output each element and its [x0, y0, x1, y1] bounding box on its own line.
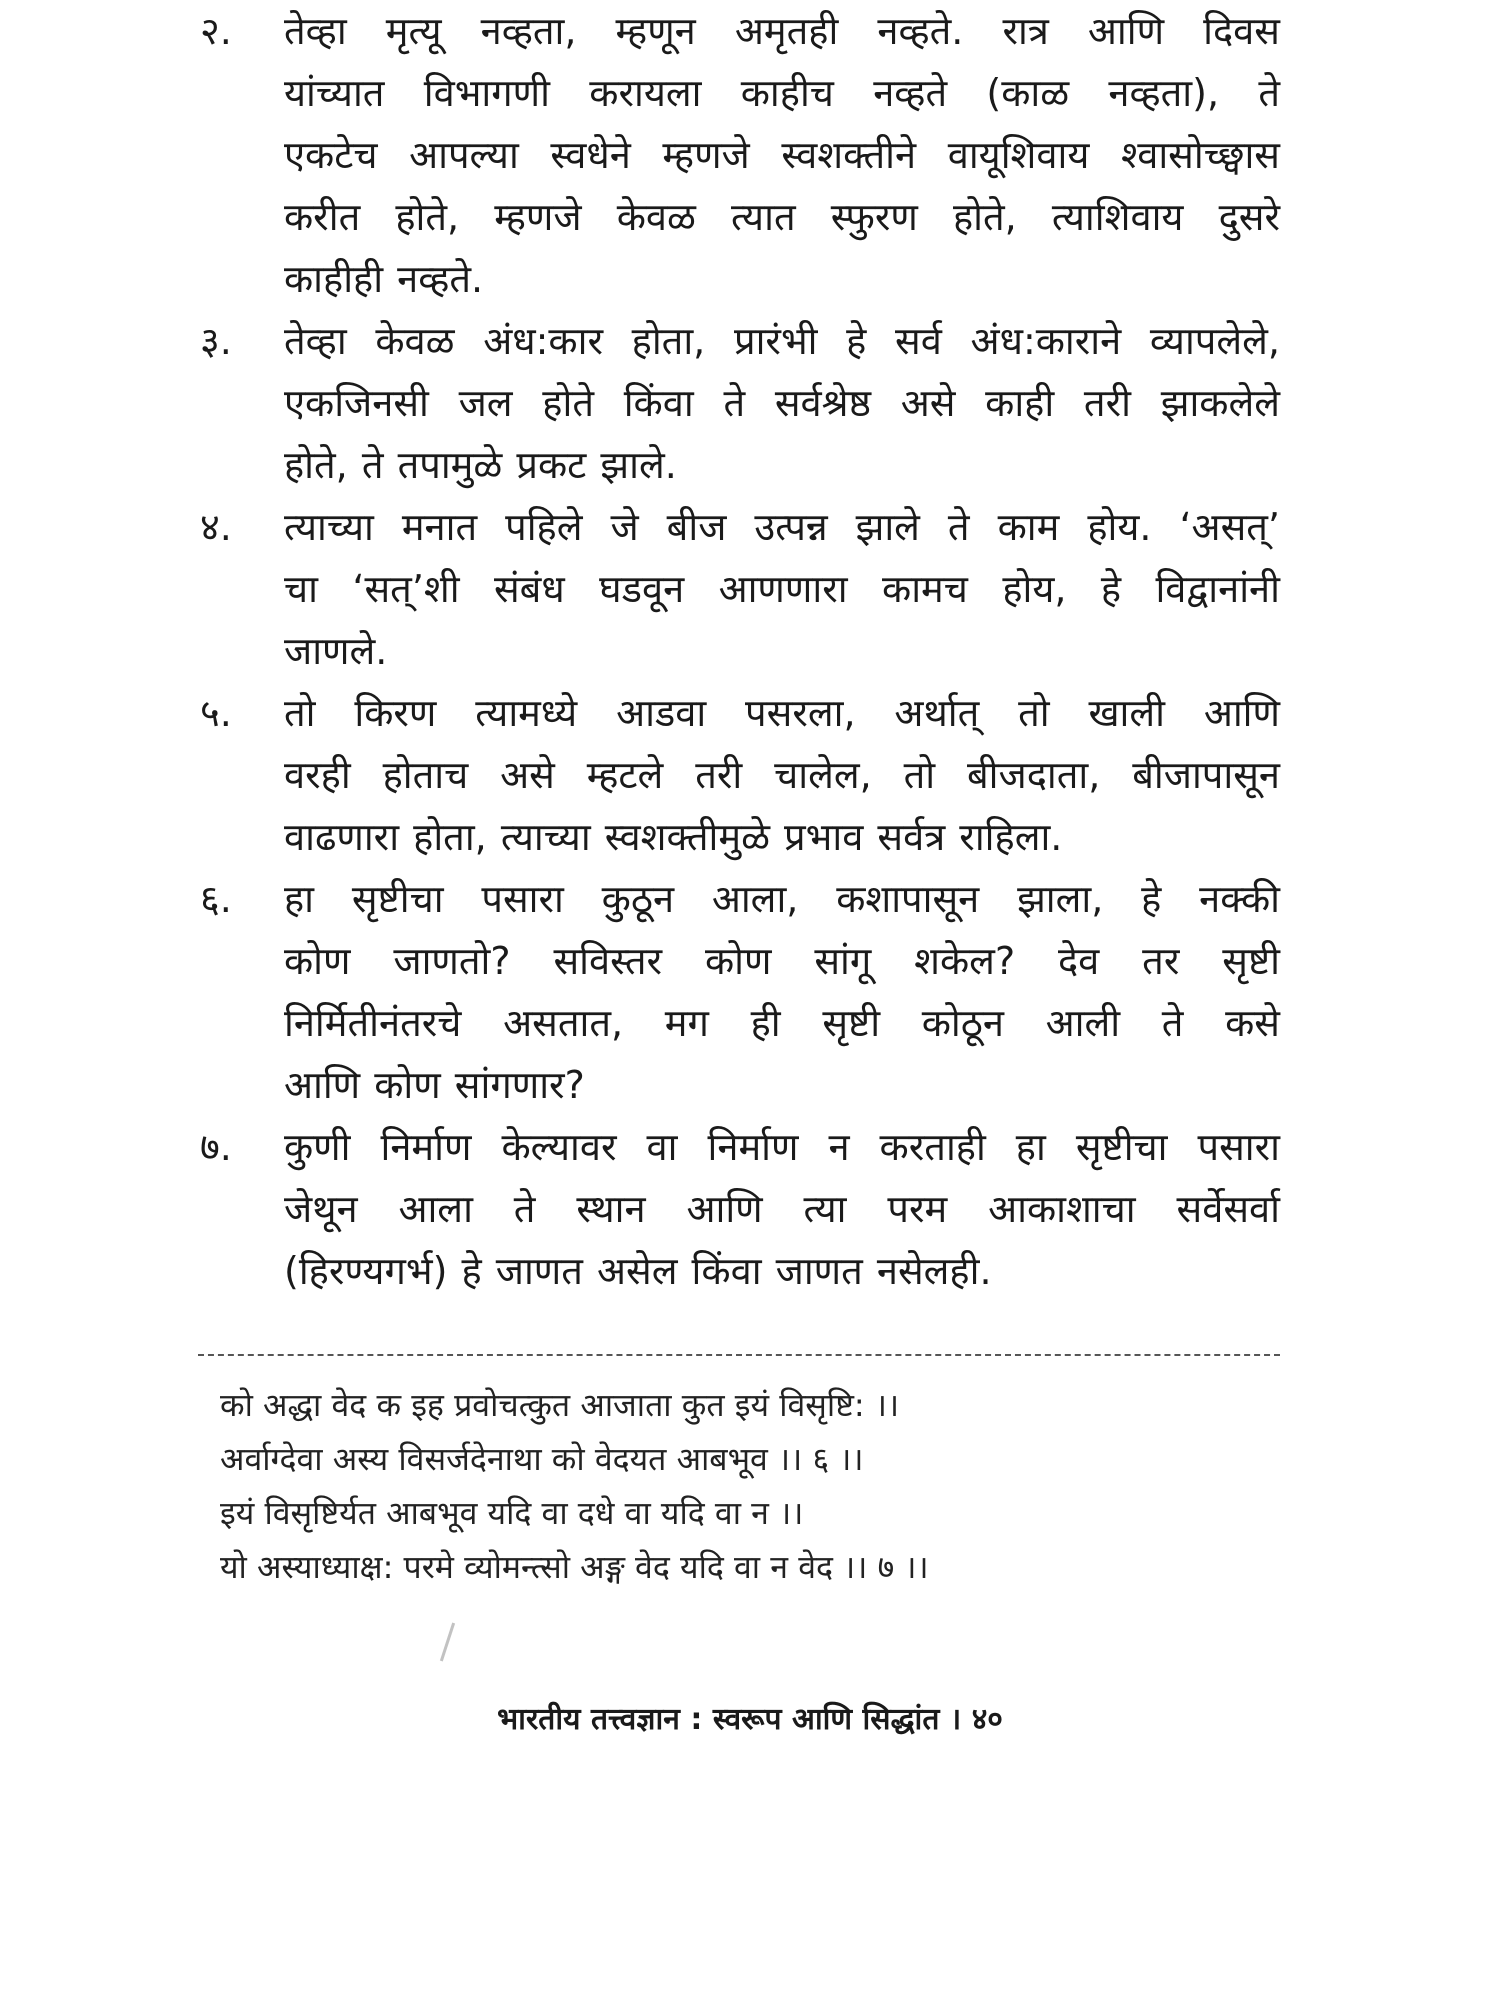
verse-list: [200, 0, 1280, 1302]
verse-number: ४.: [200, 505, 232, 549]
verse-2: [200, 0, 1280, 310]
verse-text: [284, 496, 1280, 682]
verse-line: वाढणारा होता, त्याच्या स्वशक्तीमुळे प्रभाव सर्वत्र राहिला.: [284, 815, 1063, 859]
verse-line: करीत होते, म्हणजे केवळ त्यात स्फुरण होते, त्याशिवाय दुसरे: [284, 195, 1280, 239]
verse-line: काहीही नव्हते.: [284, 257, 484, 301]
verse-line: एकटेच आपल्या स्वधेने म्हणजे स्वशक्तीने वायूशिवाय श्वासोच्छ्वास: [284, 133, 1280, 177]
verse-7: [200, 1116, 1280, 1302]
verse-number: ५.: [200, 691, 232, 735]
verse-line: आणि कोण सांगणार?: [284, 1063, 585, 1107]
verse-text: [284, 868, 1280, 1116]
verse-number: २.: [200, 9, 232, 53]
sanskrit-line: को अद्धा वेद क इह प्रवोचत्कुत आजाता कुत इयं विसृष्टि: ।।: [220, 1386, 900, 1424]
verse-3: [200, 310, 1280, 496]
sanskrit-line: इयं विसृष्टिर्यत आबभूव यदि वा दधे वा यदि वा न ।।: [220, 1494, 804, 1532]
verse-line: जाणले.: [284, 629, 388, 673]
verse-6: [200, 868, 1280, 1116]
verse-line: चा ‘सत्’शी संबंध घडवून आणणारा कामच होय, हे विद्वानांनी: [284, 567, 1280, 611]
verse-text: [284, 0, 1280, 310]
verse-number: ३.: [200, 319, 232, 363]
page-footer: भारतीय तत्त्वज्ञान : स्वरूप आणि सिद्धांत । ४०: [497, 1702, 1003, 1737]
verse-number: ७.: [200, 1125, 232, 1169]
verse-line: कोण जाणतो? सविस्तर कोण सांगू शकेल? देव तर सृष्टी: [284, 939, 1280, 983]
verse-line: त्याच्या मनात पहिले जे बीज उत्पन्न झाले ते काम होय. ‘असत्’: [284, 505, 1280, 549]
verse-line: तेव्हा केवळ अंध:कार होता, प्रारंभी हे सर्व अंध:काराने व्यापलेले,: [284, 319, 1280, 363]
verse-line: तो किरण त्यामध्ये आडवा पसरला, अर्थात् तो खाली आणि: [284, 691, 1280, 735]
footnote-divider: [198, 1354, 1280, 1356]
verse-line: हा सृष्टीचा पसारा कुठून आला, कशापासून झाला, हे नक्की: [284, 877, 1280, 921]
sanskrit-line: अर्वाग्देवा अस्य विसर्जदेनाथा को वेदयत आबभूव ।। ६ ।।: [220, 1440, 864, 1478]
verse-line: (हिरण्यगर्भ) हे जाणत असेल किंवा जाणत नसेलही.: [284, 1249, 992, 1293]
verse-text: [284, 682, 1280, 868]
verse-text: [284, 310, 1280, 496]
verse-line: होते, ते तपामुळे प्रकट झाले.: [284, 443, 677, 487]
sanskrit-line: यो अस्याध्याक्ष: परमे व्योमन्त्सो अङ्ग वेद यदि वा न वेद ।। ७ ।।: [220, 1548, 929, 1586]
verse-line: तेव्हा मृत्यू नव्हता, म्हणून अमृतही नव्हते. रात्र आणि दिवस: [284, 9, 1280, 53]
stray-pen-mark: [440, 1623, 455, 1662]
verse-5: [200, 682, 1280, 868]
verse-line: जेथून आला ते स्थान आणि त्या परम आकाशाचा सर्वेसर्वा: [284, 1187, 1280, 1231]
verse-line: निर्मितीनंतरचे असतात, मग ही सृष्टी कोठून आली ते कसे: [284, 1001, 1280, 1045]
verse-line: कुणी निर्माण केल्यावर वा निर्माण न करताही हा सृष्टीचा पसारा: [284, 1125, 1280, 1169]
verse-line: वरही होताच असे म्हटले तरी चालेल, तो बीजदाता, बीजापासून: [284, 753, 1280, 797]
verse-4: [200, 496, 1280, 682]
verse-text: [284, 1116, 1280, 1302]
verse-line: यांच्यात विभागणी करायला काहीच नव्हते (काळ नव्हता), ते: [284, 71, 1280, 115]
sanskrit-verses: [220, 1378, 1280, 1594]
verse-number: ६.: [200, 877, 232, 921]
verse-line: एकजिनसी जल होते किंवा ते सर्वश्रेष्ठ असे काही तरी झाकलेले: [284, 381, 1280, 425]
